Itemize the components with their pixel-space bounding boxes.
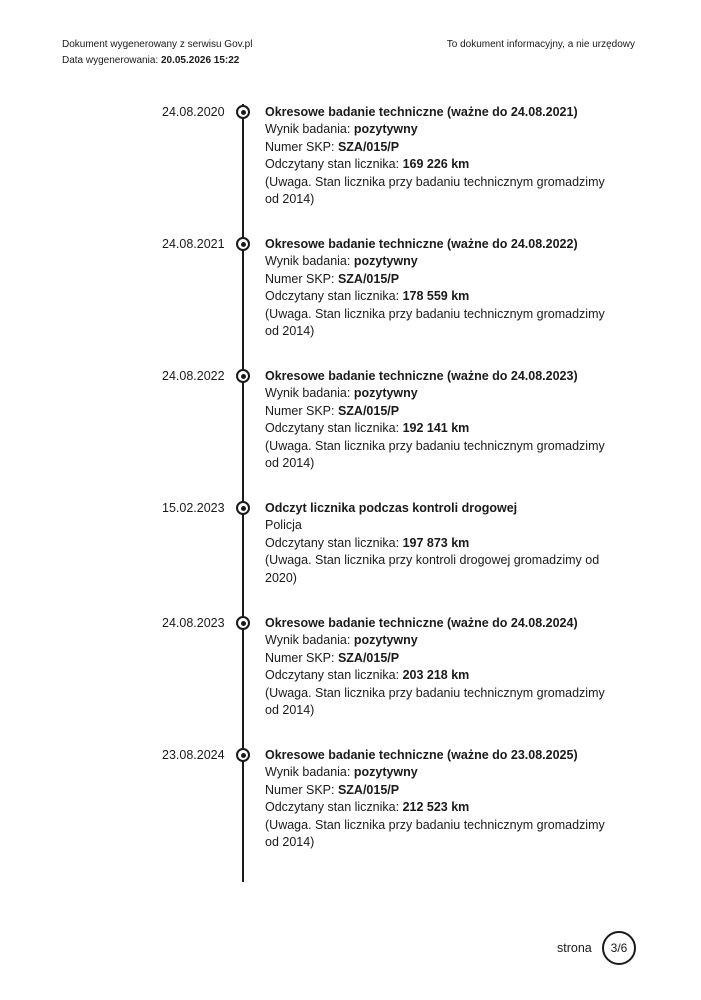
- entry-result: Wynik badania: pozytywny: [265, 386, 418, 401]
- entry-title: Odczyt licznika podczas kontroli drogowej: [265, 501, 518, 515]
- disclaimer: To dokument informacyjny, a nie urzędowy: [446, 39, 635, 50]
- timeline-dot-icon: [236, 501, 250, 515]
- entry-odometer: Odczytany stan licznika: 192 141 km: [265, 421, 470, 436]
- entry-content: [265, 500, 610, 587]
- entry-date: 15.02.2023: [162, 501, 225, 515]
- entry-skp: Numer SKP: SZA/015/P: [265, 271, 400, 286]
- result-value: pozytywny: [353, 633, 418, 648]
- page-number: 3/6: [610, 941, 628, 955]
- entry-note: (Uwaga. Stan licznika przy badaniu technicznym gromadzimy od 2014): [265, 685, 605, 718]
- entry-odometer: Odczytany stan licznika: 197 873 km: [265, 535, 470, 550]
- entry-content: [265, 368, 610, 472]
- skp-value: SZA/015/P: [337, 403, 400, 418]
- entry-odometer: Odczytany stan licznika: 212 523 km: [265, 800, 470, 815]
- entry-skp: Numer SKP: SZA/015/P: [265, 650, 400, 665]
- timeline-dot-icon: [236, 105, 250, 119]
- entry-title: Okresowe badanie techniczne (ważne do 23.08.2025): [265, 748, 578, 762]
- entry-content: [265, 104, 610, 208]
- entry-date: 24.08.2023: [162, 616, 225, 630]
- entry-note: (Uwaga. Stan licznika przy badaniu technicznym gromadzimy od 2014): [265, 438, 605, 471]
- entry-date: 24.08.2021: [162, 237, 225, 251]
- entry-odometer: Odczytany stan licznika: 169 226 km: [265, 157, 470, 172]
- skp-value: SZA/015/P: [337, 782, 400, 797]
- entry-note: (Uwaga. Stan licznika przy badaniu technicznym gromadzimy od 2014): [265, 306, 605, 339]
- result-value: pozytywny: [353, 122, 418, 137]
- entry-title: Okresowe badanie techniczne (ważne do 24.08.2021): [265, 105, 578, 119]
- odometer-value: 169 226 km: [402, 157, 470, 172]
- entry-result: Wynik badania: pozytywny: [265, 254, 418, 269]
- entry-result: Wynik badania: pozytywny: [265, 633, 418, 648]
- entry-content: [265, 747, 610, 851]
- timeline-dot-icon: [236, 369, 250, 383]
- odometer-value: 203 218 km: [402, 668, 470, 683]
- entry-content: [265, 236, 610, 340]
- timeline-dot-icon: [236, 237, 250, 251]
- entry-title: Okresowe badanie techniczne (ważne do 24.08.2024): [265, 616, 578, 630]
- entry-result: Wynik badania: pozytywny: [265, 765, 418, 780]
- skp-value: SZA/015/P: [337, 139, 400, 154]
- timeline-line: [242, 104, 244, 882]
- source-text: Dokument wygenerowany z serwisu Gov.pl: [62, 39, 253, 50]
- entry-title: Okresowe badanie techniczne (ważne do 24.08.2022): [265, 237, 578, 251]
- entry-result: Wynik badania: pozytywny: [265, 122, 418, 137]
- entry-date: 24.08.2020: [162, 105, 225, 119]
- entry-title: Okresowe badanie techniczne (ważne do 24.08.2023): [265, 369, 578, 383]
- entry-skp: Numer SKP: SZA/015/P: [265, 782, 400, 797]
- page-number-badge: [602, 931, 636, 965]
- odometer-value: 192 141 km: [402, 421, 470, 436]
- entry-note: (Uwaga. Stan licznika przy badaniu technicznym gromadzimy od 2014): [265, 174, 605, 207]
- entry-date: 24.08.2022: [162, 369, 225, 383]
- entry-authority: Policja: [265, 518, 302, 533]
- odometer-value: 178 559 km: [402, 289, 470, 304]
- result-value: pozytywny: [353, 386, 418, 401]
- odometer-value: 212 523 km: [402, 800, 470, 815]
- generation-date-value: 20.05.2026 15:22: [160, 55, 240, 66]
- page-label: strona: [557, 941, 592, 955]
- skp-value: SZA/015/P: [337, 650, 400, 665]
- entry-note: (Uwaga. Stan licznika przy kontroli drogowej gromadzimy od 2020): [265, 553, 600, 585]
- generation-date-label: Data wygenerowania:: [62, 55, 159, 66]
- odometer-value: 197 873 km: [402, 535, 470, 550]
- entry-odometer: Odczytany stan licznika: 178 559 km: [265, 289, 470, 304]
- document-header: [62, 37, 252, 69]
- entry-odometer: Odczytany stan licznika: 203 218 km: [265, 668, 470, 683]
- entry-skp: Numer SKP: SZA/015/P: [265, 403, 400, 418]
- result-value: pozytywny: [353, 254, 418, 269]
- generation-date: [62, 53, 252, 69]
- timeline-dot-icon: [236, 748, 250, 762]
- result-value: pozytywny: [353, 765, 418, 780]
- entry-note: (Uwaga. Stan licznika przy badaniu technicznym gromadzimy od 2014): [265, 817, 605, 850]
- entry-date: 23.08.2024: [162, 748, 225, 762]
- timeline-dot-icon: [236, 616, 250, 630]
- entry-skp: Numer SKP: SZA/015/P: [265, 139, 400, 154]
- entry-content: [265, 615, 610, 719]
- skp-value: SZA/015/P: [337, 271, 400, 286]
